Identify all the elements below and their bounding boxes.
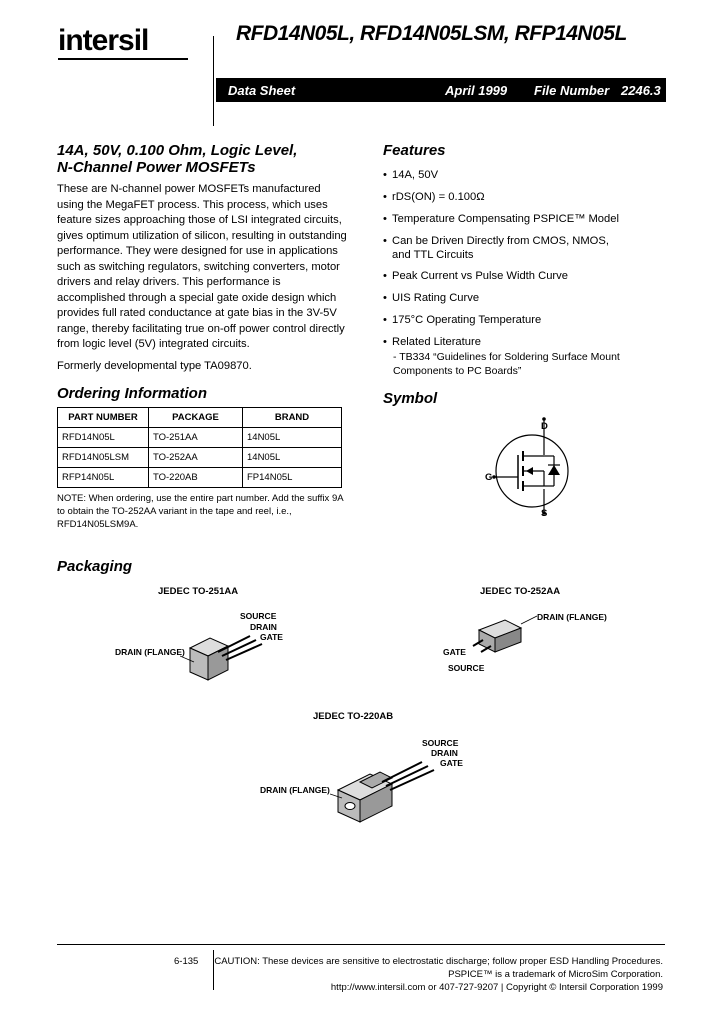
date: April 1999 xyxy=(445,83,508,98)
pkg1-gate-label: GATE xyxy=(260,632,283,642)
logo-underline xyxy=(58,58,188,60)
header-divider xyxy=(213,36,214,126)
symbol-d-label: D xyxy=(541,421,548,432)
intersil-logo: intersil xyxy=(58,24,149,57)
pkg3-title: JEDEC TO-220AB xyxy=(313,711,394,722)
pkg1-flange-label: DRAIN (FLANGE) xyxy=(115,647,185,657)
caution-text: CAUTION: These devices are sensitive to electrostatic discharge; follow proper ESD Handling Procedures. xyxy=(214,956,663,967)
feature-subitem: - TB334 “Guidelines for Soldering Surface Mount Components to PC Boards” xyxy=(393,351,620,377)
pkg2-flange-label: DRAIN (FLANGE) xyxy=(537,612,607,622)
table-cell: TO-220AB xyxy=(149,468,243,488)
file-number-label: File Number xyxy=(534,83,610,98)
product-heading-line1: 14A, 50V, 0.100 Ohm, Logic Level, xyxy=(57,142,298,159)
pkg1-source-label: SOURCE xyxy=(240,611,277,621)
to220-package-illustration xyxy=(330,740,450,830)
pkg1-drain-label: DRAIN xyxy=(250,622,277,632)
pkg3-drain-label: DRAIN xyxy=(431,748,458,758)
table-cell: 14N05L xyxy=(243,428,342,448)
table-row xyxy=(58,468,342,488)
file-number: 2246.3 xyxy=(621,83,661,98)
product-heading xyxy=(57,142,297,176)
pkg1-title: JEDEC TO-251AA xyxy=(158,586,239,597)
pkg3-source-label: SOURCE xyxy=(422,738,459,748)
footer-rule xyxy=(57,944,665,945)
mosfet-symbol xyxy=(470,415,590,525)
table-cell: RFD14N05LSM xyxy=(58,448,149,468)
symbol-g-label: G xyxy=(485,472,493,483)
ordering-heading: Ordering Information xyxy=(57,385,207,402)
pkg3-gate-label: GATE xyxy=(440,758,463,768)
ordering-table xyxy=(57,407,342,488)
to252-package-illustration xyxy=(465,612,545,662)
packaging-heading: Packaging xyxy=(57,558,133,575)
table-row xyxy=(58,428,342,448)
features-list: • 14A, 50V • rDS(ON) = 0.100Ω • Temperature Compensating PSPICE™ Model • Can be Driven Directly from CMOS, NMOS, and TTL Circuits • Peak Current vs Pulse Width Curve • UIS Rating Curve • 175°C Operating Temperature • Related Literature xyxy=(383,169,619,348)
table-cell: FP14N05L xyxy=(243,468,342,488)
product-heading-line2: N-Channel Power MOSFETs xyxy=(57,159,256,176)
table-row xyxy=(58,448,342,468)
formerly-text: Formerly developmental type TA09870. xyxy=(57,360,252,372)
column-header: BRAND xyxy=(243,408,342,428)
table-header-row xyxy=(58,408,342,428)
description: These are N-channel power MOSFETs manufactured using the MegaFET process. This process, which uses feature sizes approaching those of LSI integrated circuits, gives optimum utilization of silicon, resulting in outstanding performance. They were designed for use in applications such as switching regulators, switching converters, motor drivers and relay drivers. This performance is accomplished through a special gate oxide design which provides full rated conductance at gate bias in the 3V-5V range, thereby facilitating true on-off power control directly from logic level (5V) integrated circuits. xyxy=(57,183,347,350)
trademark-text: PSPICE™ is a trademark of MicroSim Corporation. xyxy=(448,969,663,980)
ordering-note: NOTE: When ordering, use the entire part number. Add the suffix 9A to obtain the TO-252AA variant in the tape and reel, i.e., RFD14N05LSM9A. xyxy=(57,493,344,530)
copyright-text: http://www.intersil.com or 407-727-9207 | Copyright © Intersil Corporation 1999 xyxy=(330,982,663,993)
pkg2-gate-label: GATE xyxy=(443,647,466,657)
header-bar xyxy=(216,78,666,102)
pkg2-source-label: SOURCE xyxy=(448,663,485,673)
table-cell: RFP14N05L xyxy=(58,468,149,488)
column-header: PART NUMBER xyxy=(58,408,149,428)
document-title: RFD14N05L, RFD14N05LSM, RFP14N05L xyxy=(236,22,627,45)
symbol-heading: Symbol xyxy=(383,390,438,407)
pkg2-title: JEDEC TO-252AA xyxy=(480,586,561,597)
table-cell: RFD14N05L xyxy=(58,428,149,448)
table-cell: TO-251AA xyxy=(149,428,243,448)
page-number: 6-135 xyxy=(174,956,199,967)
features-heading: Features xyxy=(383,142,446,159)
symbol-s-label: S xyxy=(541,508,548,519)
table-cell: 14N05L xyxy=(243,448,342,468)
column-header: PACKAGE xyxy=(149,408,243,428)
pkg3-flange-label: DRAIN (FLANGE) xyxy=(260,785,330,795)
to251-package-illustration xyxy=(180,618,270,688)
table-cell: TO-252AA xyxy=(149,448,243,468)
bar-label: Data Sheet xyxy=(228,83,296,98)
